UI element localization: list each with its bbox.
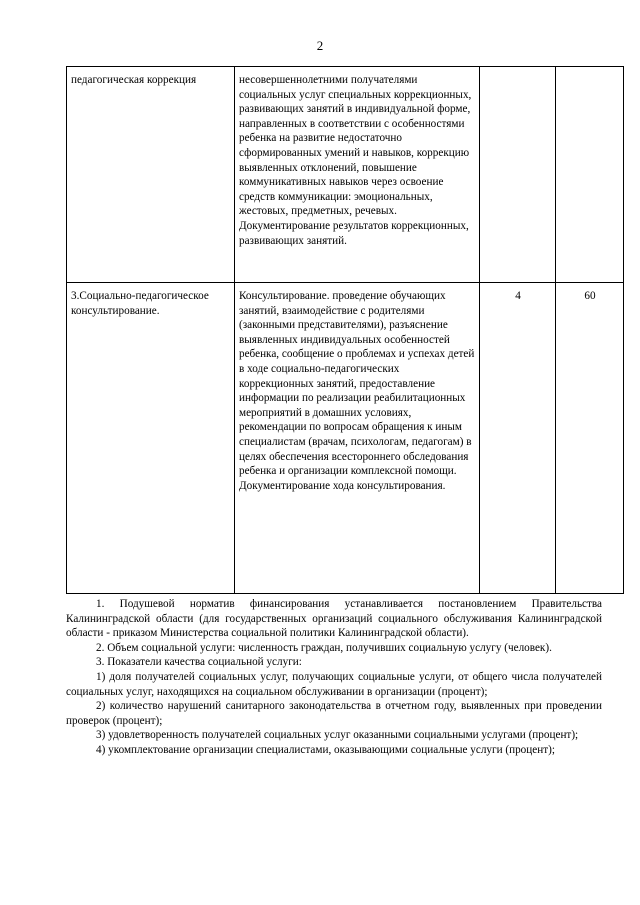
services-table: [66, 66, 624, 594]
value-cell-2: 60: [556, 283, 624, 594]
table-row: [67, 283, 624, 594]
note-paragraph: 2) количество нарушений санитарного законодательства в отчетном году, выявленных при проведении проверок (процент);: [66, 700, 602, 727]
value-cell-1: [480, 67, 556, 283]
notes-section: [66, 597, 602, 758]
page-number: 2: [316, 38, 324, 53]
service-description-cell: [235, 67, 480, 283]
note-paragraph: 4) укомплектование организации специалистами, оказывающими социальные услуги (процент);: [96, 743, 555, 756]
note-paragraph: 1. Подушевой норматив финансирования устанавливается постановлением Правительства Калининградской области (для государственных организаций социального обслуживания Калининградской области - приказом Министерства социальной политики Калининградской области).: [66, 598, 602, 640]
service-description: Консультирование. проведение обучающих занятий, взаимодействие с родителями (законными представителями), разъяснение выявленных индивидуальных особенностей ребенка, сообщение о проблемах и успехах детей в ходе социально-педагогических коррекционных занятий, предоставление информации по реализации реабилитационных мероприятий в домашних условиях, рекомендации по вопросам обращения к иным специалистам (врачам, психологам, педагогам) в целях обеспечения всестороннего обследования ребенка и организации комплексной помощи. Документирование хода консультирования.: [239, 290, 475, 492]
service-name-cell: 3.Социально-педагогическое консультирование.: [67, 283, 235, 594]
service-description: несовершеннолетними получателями социальных услуг специальных коррекционных, развивающих занятий в индивидуальной форме, направленных в соответствии с особенностями ребенка на развитие недостаточно сформированных умений и навыков, коррекцию выявленных отклонений, повышение коммуникативных навыков через освоение средств коммуникации: эмоциональных, жестовых, предметных, речевых. Документирование результатов коррекционных, развивающих занятий.: [239, 74, 472, 247]
value-cell-2: [556, 67, 624, 283]
table-row: [67, 67, 624, 283]
note-paragraph: 3) удовлетворенность получателей социальных услуг оказанными социальными услугами (процент);: [96, 729, 579, 742]
value-cell-1: 4: [480, 283, 556, 594]
note-paragraph: 1) доля получателей социальных услуг, получающих социальные услуги, от общего числа получателей социальных услуг, находящихся на социальном обслуживании в организации (процент);: [66, 670, 602, 698]
service-description-cell: [235, 283, 480, 594]
service-name-cell: педагогическая коррекция: [67, 67, 235, 283]
note-paragraph: 2. Объем социальной услуги: численность граждан, получивших социальную услугу (человек).: [96, 641, 552, 654]
note-paragraph: 3. Показатели качества социальной услуги:: [96, 656, 302, 669]
